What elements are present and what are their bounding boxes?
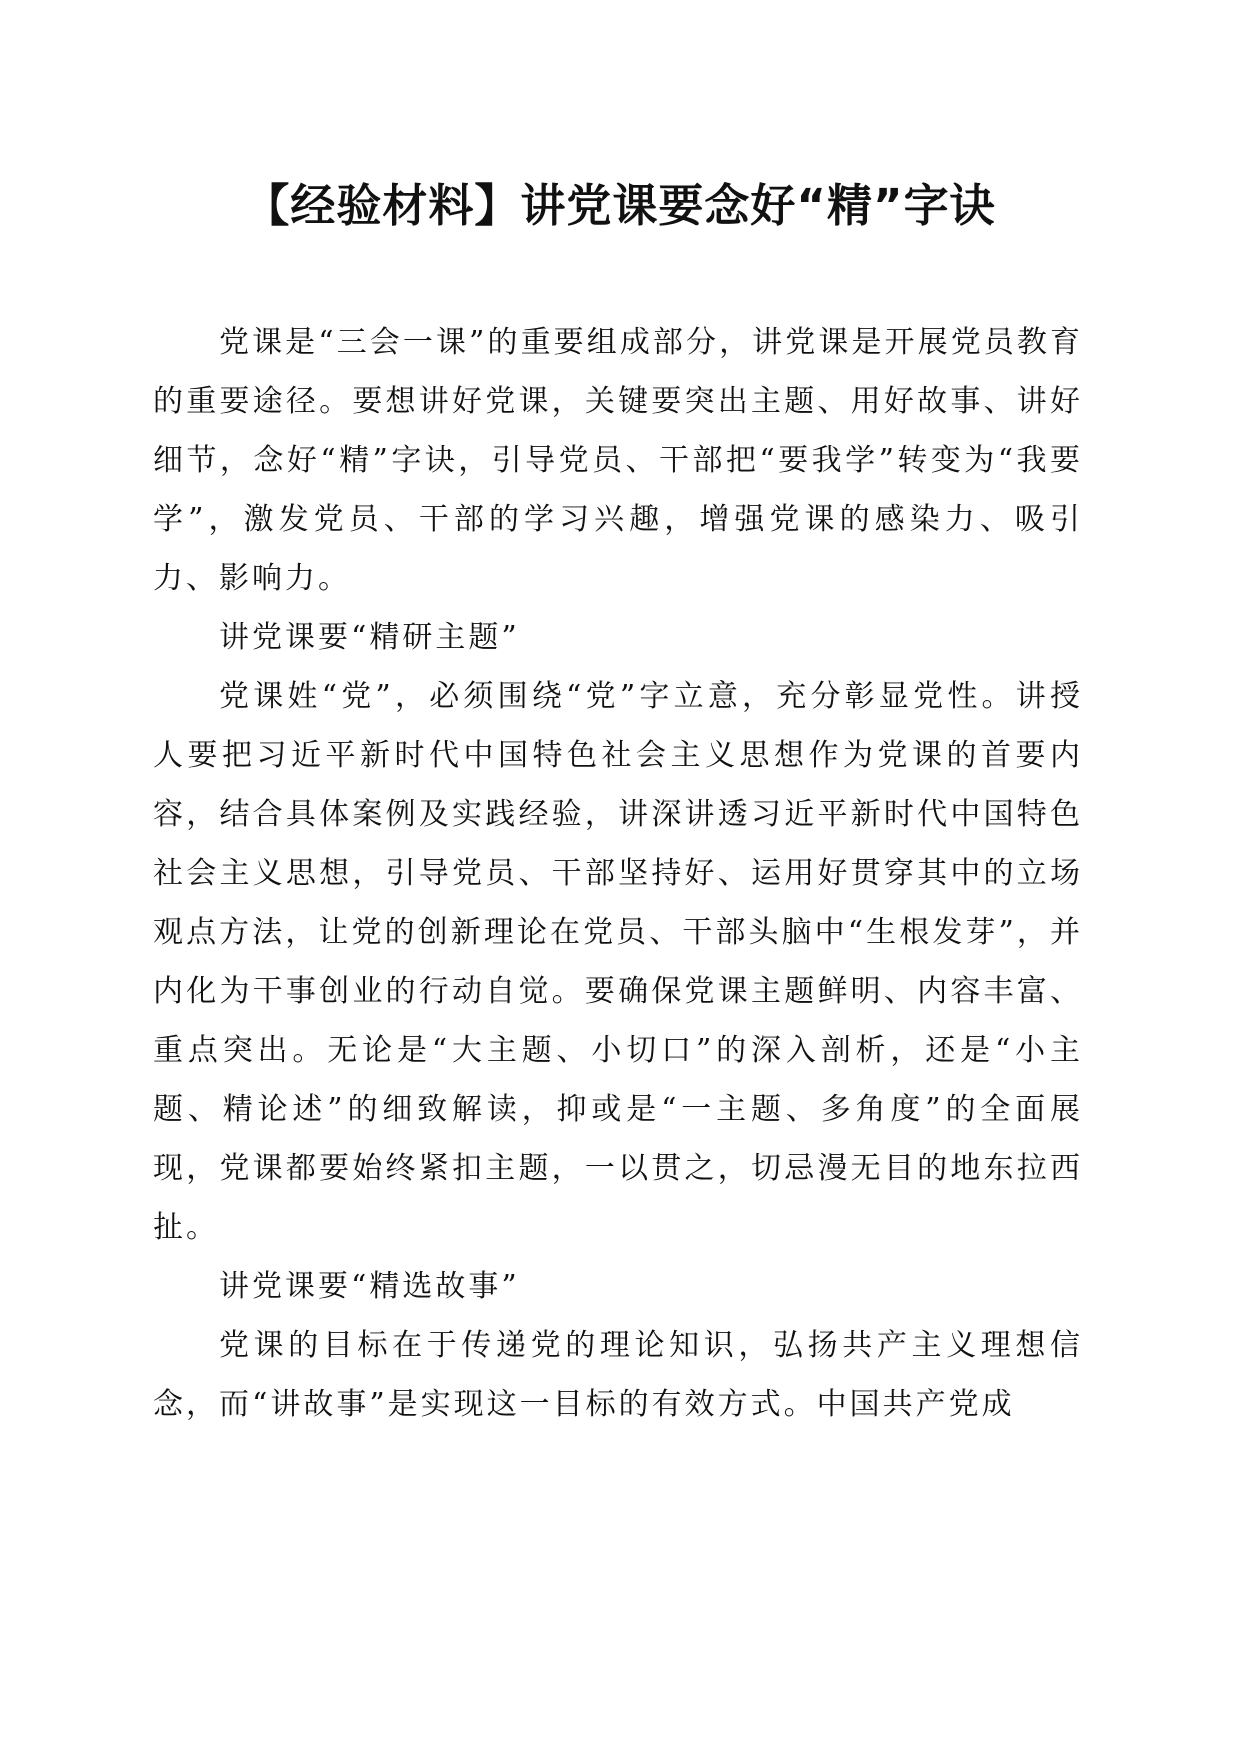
document-body: [153, 313, 1083, 1434]
section-heading-topic: 讲党课要“精研主题”: [219, 620, 520, 655]
section-heading-stories: 讲党课要“精选故事”: [219, 1269, 520, 1304]
intro-paragraph: 党课是“三会一课”的重要组成部分，讲党课是开展党员教育的重要途径。要想讲好党课，关键要突出主题、用好故事、讲好细节，念好“精”字诀，引导党员、干部把“要我学”转变为“我要学”，激发党员、干部的学习兴趣，增强党课的感染力、吸引力、影响力。: [153, 325, 1083, 596]
stories-paragraph: 党课的目标在于传递党的理论知识，弘扬共产主义理想信念，而“讲故事”是实现这一目标的有效方式。中国共产党成: [153, 1328, 1083, 1422]
topic-paragraph: 党课姓“党”，必须围绕“党”字立意，充分彰显党性。讲授人要把习近平新时代中国特色社会主义思想作为党课的首要内容，结合具体案例及实践经验，讲深讲透习近平新时代中国特色社会主义思想，引导党员、干部坚持好、运用好贯穿其中的立场观点方法，让党的创新理论在党员、干部头脑中“生根发芽”，并内化为干事创业的行动自觉。要确保党课主题鲜明、内容丰富、重点突出。无论是“大主题、小切口”的深入剖析，还是“小主题、精论述”的细致解读，抑或是“一主题、多角度”的全面展现，党课都要始终紧扣主题，一以贯之，切忌漫无目的地东拉西扯。: [153, 679, 1083, 1245]
document-title: 【经验材料】讲党课要念好“精”字诀: [244, 179, 996, 232]
